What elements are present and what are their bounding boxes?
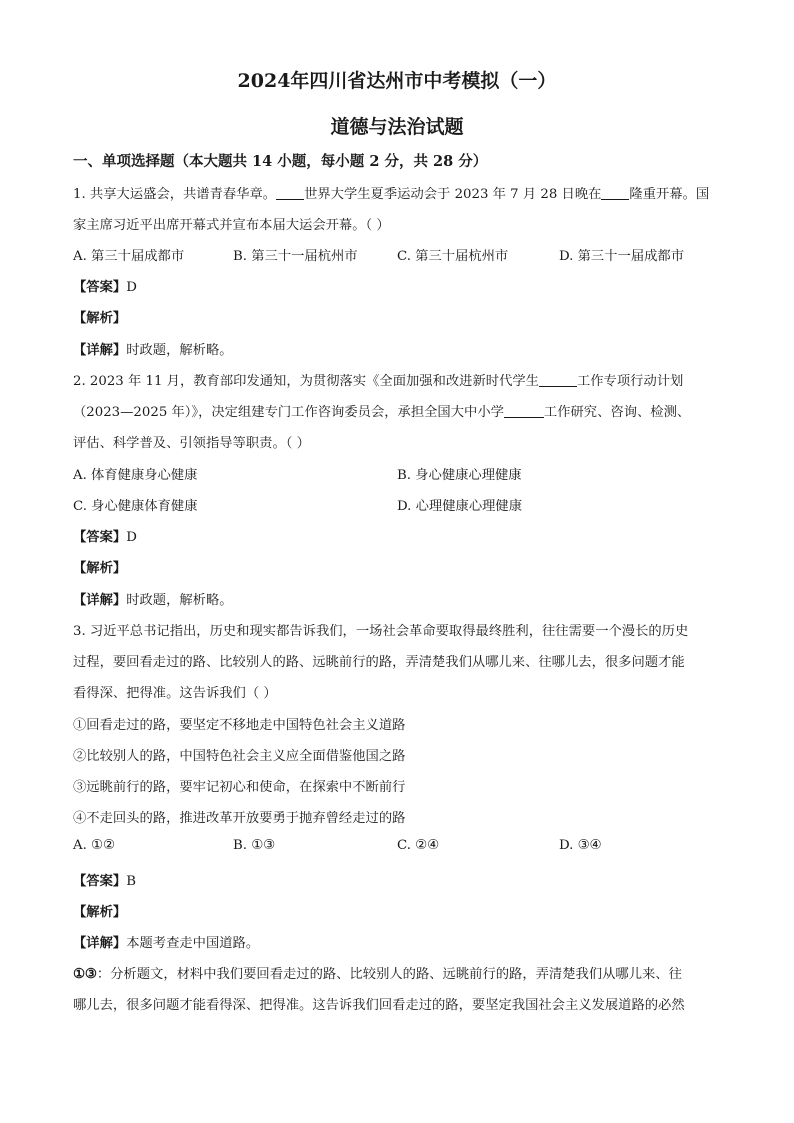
q2-stem-line2: （2023—2025 年）》，决定组建专门工作咨询委员会，承担全国大中小学 工作研究、咨询、检测、 (73, 405, 691, 420)
q2-option-a: A. 体育健康身心健康 (73, 468, 198, 483)
q2-stem-line1: 2. 2023 年 11 月，教育部印发通知，为贯彻落实《全面加强和改进新时代学生 工作专项行动计划 (73, 374, 684, 389)
q2-analysis: 【解析】 (73, 561, 127, 576)
q2-blank-1 (539, 373, 577, 387)
q3-item-4: ④不走回头的路，推进改革开放要勇于抛弃曾经走过的路 (73, 811, 406, 826)
q3-option-a: A. ①② (73, 838, 115, 853)
q3-option-d: D. ③④ (559, 838, 602, 853)
q1-option-a: A. 第三十届成都市 (73, 249, 185, 264)
q3-stem-line2: 过程，要回看走过的路、比较别人的路、远眺前行的路，弄清楚我们从哪儿来、往哪儿去，很多问题才能 (73, 655, 685, 670)
q3-analysis: 【解析】 (73, 905, 127, 920)
q3-detail: 【详解】本题考查走中国道路。 (73, 936, 260, 951)
q3-stem-line3: 看得深、把得准。这告诉我们（ ） (73, 686, 277, 701)
q1-blank-2 (601, 186, 629, 200)
q2-stem-line3: 评估、科学普及、引领指导等职责。（ ） (73, 436, 310, 451)
q3-analysis-line1: ①③：分析题文，材料中我们要回看走过的路、比较别人的路、远眺前行的路，弄清楚我们从哪儿来、往 (73, 967, 682, 982)
q2-answer: 【答案】D (73, 530, 137, 545)
q2-option-c: C. 身心健康体育健康 (73, 499, 198, 514)
q2-detail: 【详解】时政题，解析略。 (73, 593, 233, 608)
q1-option-b: B. 第三十一届杭州市 (233, 249, 358, 264)
page-title: 2024年四川省达州市中考模拟（一） (237, 70, 557, 92)
q1-analysis: 【解析】 (73, 311, 127, 326)
q3-answer: 【答案】B (73, 874, 136, 889)
q1-option-c: C. 第三十届杭州市 (397, 249, 509, 264)
q3-stem-line1: 3. 习近平总书记指出，历史和现实都告诉我们，一场社会革命要取得最终胜利，往往需要一个漫长的历史 (73, 624, 689, 639)
section-heading: 一、单项选择题（本大题共 14 小题，每小题 2 分，共 28 分） (73, 153, 488, 170)
q1-answer: 【答案】D (73, 280, 137, 295)
q3-analysis-line2: 哪儿去，很多问题才能看得深、把得准。这告诉我们回看走过的路，要坚定我国社会主义发展道路的必然 (73, 998, 685, 1013)
q1-blank-1 (276, 186, 304, 200)
q3-option-c: C. ②④ (397, 838, 439, 853)
q2-option-d: D. 心理健康心理健康 (397, 499, 523, 514)
q1-detail: 【详解】时政题，解析略。 (73, 343, 233, 358)
q3-item-2: ②比较别人的路，中国特色社会主义应全面借鉴他国之路 (73, 749, 406, 764)
q2-blank-2 (504, 404, 544, 418)
q1-stem-line1: 1. 共享大运盛会，共谱青春华章。 世界大学生夏季运动会于 2023 年 7 月 28 日晚在 隆重开幕。国 (73, 187, 710, 202)
q2-option-b: B. 身心健康心理健康 (397, 468, 522, 483)
q3-item-1: ①回看走过的路，要坚定不移地走中国特色社会主义道路 (73, 718, 406, 733)
q3-option-b: B. ①③ (233, 838, 276, 853)
page-subtitle: 道德与法治试题 (330, 116, 464, 138)
q1-stem-line2: 家主席习近平出席开幕式并宣布本届大运会开幕。（ ） (73, 218, 390, 233)
q1-option-d: D. 第三十一届成都市 (559, 249, 685, 264)
q3-item-3: ③远眺前行的路，要牢记初心和使命，在探索中不断前行 (73, 780, 406, 795)
